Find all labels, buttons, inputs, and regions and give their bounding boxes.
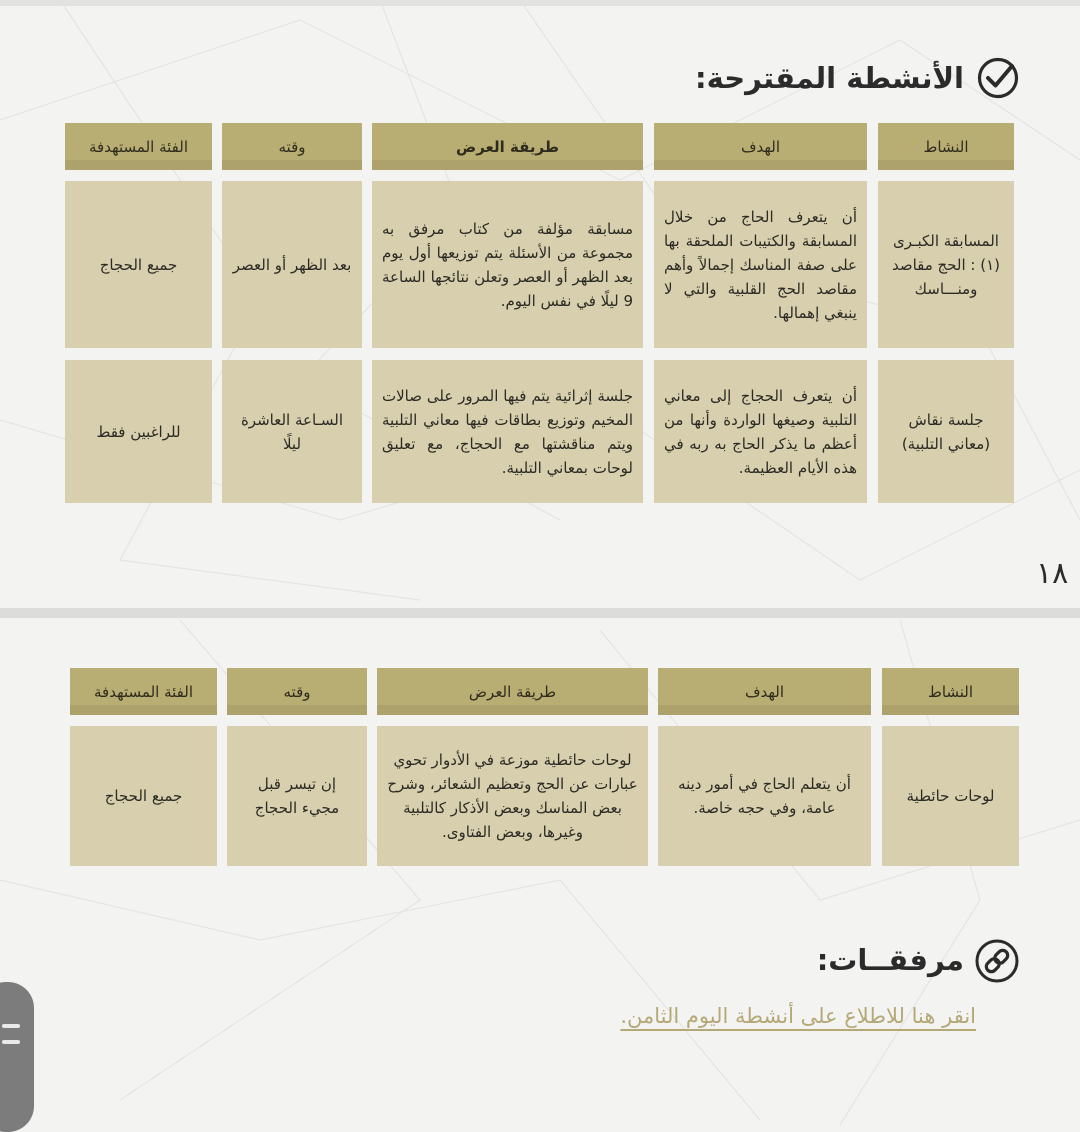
table-cell-goal: أن يتعرف الحجاج إلى معاني التلبية وصيغها الواردة وأنها من أعظم ما يذكر الحاج به ربه في هذه الأيام العظيمة. [654, 360, 867, 503]
header-audience: الفئة المستهدفة [65, 123, 212, 170]
header-time: وقته [227, 668, 367, 715]
attachments-heading [817, 938, 1020, 982]
table-cell-goal: أن يتعلم الحاج في أمور دينه عامة، وفي حجه خاصة. [658, 726, 871, 866]
page-separator [0, 608, 1080, 618]
table-cell-activity: جلسة نقاش (معاني التلبية) [878, 360, 1014, 503]
table-cell-method: مسابقة مؤلفة من كتاب مرفق به مجموعة من الأسئلة يتم توزيعها أول يوم بعد الظهر أو العصر وتعلن نتائجها الساعة 9 ليلًا في نفس اليوم. [372, 181, 643, 348]
header-goal: الهدف [658, 668, 871, 715]
table-cell-activity: المسابقة الكبـرى (١) : الحج مقاصد ومنـــاسك [878, 181, 1014, 348]
header-goal: الهدف [654, 123, 867, 170]
table-cell-time: بعد الظهر أو العصر [222, 181, 362, 348]
table-cell-audience: جميع الحجاج [70, 726, 217, 866]
table-cell-method: لوحات حائطية موزعة في الأدوار تحوي عبارات عن الحج وتعظيم الشعائر، وشرح بعض المناسك وبعض الأذكار كالتلبية وغيرها، وبعض الفتاوى. [377, 726, 648, 866]
table-cell-goal: أن يتعرف الحاج من خلال المسابقة والكتيبات الملحقة بها على صفة المناسك إجمالاً وأهم مقاصد الحج القلبية والتي لا ينبغي إهمالها. [654, 181, 867, 348]
attachments-title: مرفقــات: [816, 943, 964, 977]
table-cell-audience: للراغبين فقط [65, 360, 212, 503]
page-number: ١٨ [1036, 556, 1069, 591]
table-cell-audience: جميع الحجاج [65, 181, 212, 348]
header-method: طريقة العرض [372, 123, 643, 170]
table-cell-method: جلسة إثرائية يتم فيها المرور على صالات المخيم وتوزيع بطاقات فيها معاني التلبية ويتم مناقشتها مع الحجاج، مع تعليق لوحات بمعاني التلبية. [372, 360, 643, 503]
header-method: طريقة العرض [377, 668, 648, 715]
suggested-activities-heading [695, 56, 1020, 100]
side-menu-handle[interactable] [0, 982, 34, 1132]
header-audience: الفئة المستهدفة [70, 668, 217, 715]
header-activity: النشاط [882, 668, 1019, 715]
check-circle-icon [976, 56, 1020, 100]
section-title: الأنشطة المقترحة: [695, 61, 964, 95]
header-time: وقته [222, 123, 362, 170]
link-circle-icon [976, 938, 1020, 982]
table-cell-activity: لوحات حائطية [882, 726, 1019, 866]
page-19 [0, 618, 1080, 1125]
header-activity: النشاط [878, 123, 1014, 170]
day-eight-activities-link[interactable]: انقر هنا للاطلاع على أنشطة اليوم الثامن. [620, 1004, 976, 1028]
table-cell-time: إن تيسر قبل مجيء الحجاج [227, 726, 367, 866]
table-cell-time: السـاعة العاشرة ليلًا [222, 360, 362, 503]
